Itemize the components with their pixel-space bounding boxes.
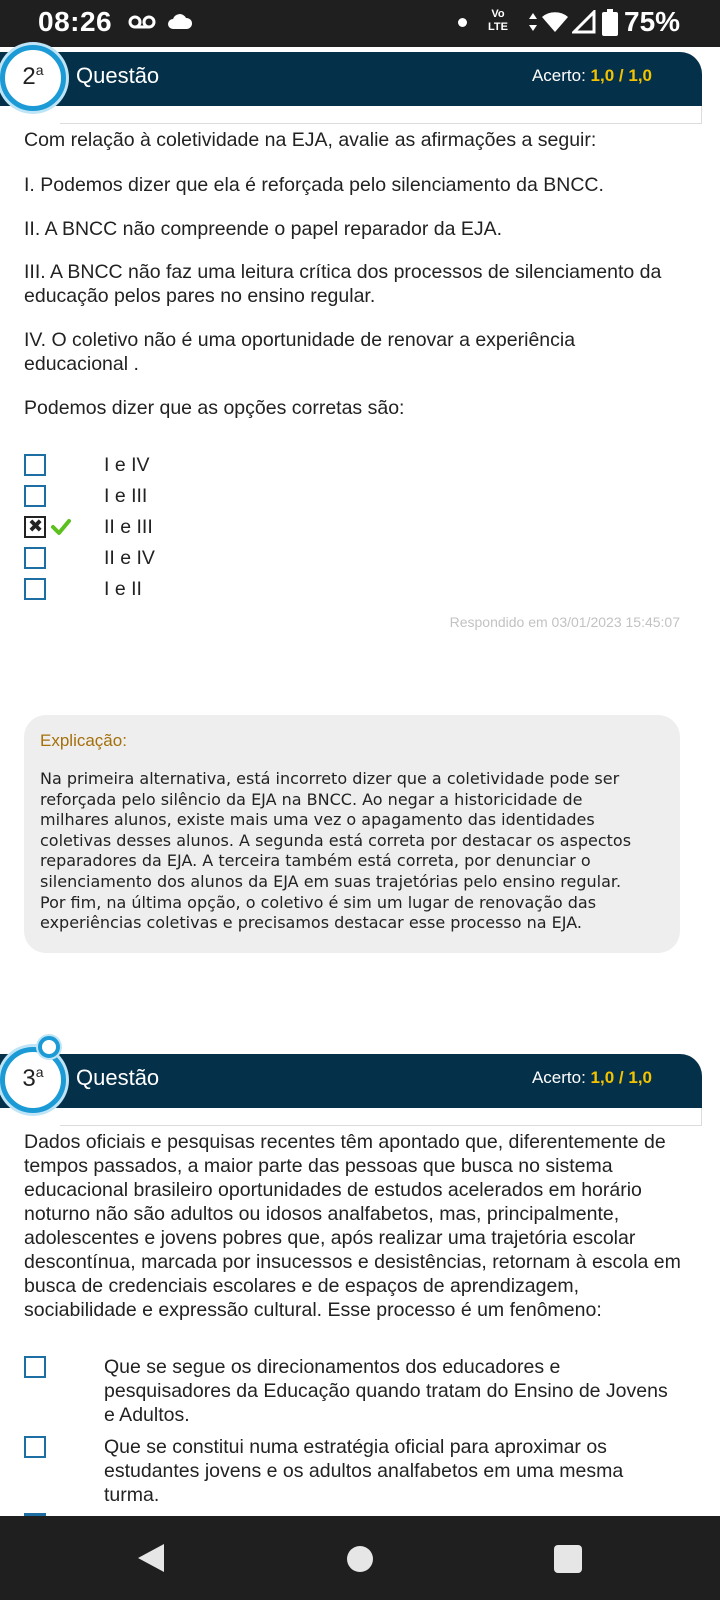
back-icon[interactable] — [136, 1542, 166, 1574]
option-checkbox[interactable] — [24, 1436, 46, 1458]
option-checkbox[interactable] — [24, 547, 46, 569]
option-checkbox[interactable] — [24, 485, 46, 507]
badge-bubble-decoration — [38, 1036, 60, 1058]
question-statement: Com relação à coletividade na EJA, avalie as afirmações a seguir: — [24, 129, 597, 151]
correct-check-icon — [51, 518, 71, 536]
checked-x-icon: ✖ — [28, 516, 44, 536]
explanation-title: Explicação: — [40, 731, 127, 750]
score-separator: / — [614, 66, 629, 85]
option-checkbox[interactable] — [24, 1356, 46, 1378]
score-value: 1,0 — [590, 66, 615, 85]
home-icon[interactable] — [347, 1546, 373, 1572]
header-underline — [60, 1108, 702, 1126]
battery-icon — [602, 9, 618, 36]
question-title: Questão — [76, 1065, 160, 1090]
option-checkbox[interactable] — [24, 454, 46, 476]
volte-bottom-label: LTE — [488, 21, 508, 33]
clock: 08:26 — [38, 6, 113, 37]
question-number: 3 — [22, 1065, 36, 1092]
volte-icon — [488, 8, 508, 34]
question-title: Questão — [76, 63, 160, 88]
option-label: II e III — [104, 516, 153, 538]
question-score — [532, 1068, 652, 1088]
option-label: Que se segue os direcionamentos dos educadores e pesquisadores da Educação quando tratam do Ensino de Jovens e Adultos. — [104, 1356, 668, 1426]
recents-icon[interactable] — [554, 1545, 582, 1573]
affirmation-2: II. A BNCC não compreende o papel reparador da EJA. — [24, 218, 503, 240]
question-score — [532, 66, 652, 86]
question-number-badge — [0, 45, 66, 111]
question-number-badge — [0, 1047, 66, 1113]
option-label: I e IV — [104, 454, 150, 476]
score-separator: / — [614, 1068, 629, 1087]
affirmation-3: III. A BNCC não faz uma leitura crítica dos processos de silenciamento da educação pelos pares no ensino regular. — [24, 261, 662, 307]
affirmation-4: IV. O coletivo não é uma oportunidade de renovar a experiência educacional . — [24, 329, 576, 375]
signal-icon — [572, 10, 596, 34]
question-header — [0, 1054, 702, 1108]
question-prompt: Podemos dizer que as opções corretas são: — [24, 397, 405, 419]
option-label: I e II — [104, 578, 142, 600]
volte-top-label: Vo — [491, 8, 505, 20]
option-label: II e IV — [104, 547, 155, 569]
option-label: Que se constitui numa estratégia oficial para aproximar os estudantes jovens e os adultos analfabetos em uma mesma turma. — [104, 1436, 624, 1506]
header-underline — [60, 106, 702, 124]
question-ordinal: a — [35, 1064, 44, 1080]
question-ordinal: a — [35, 62, 44, 78]
wifi-icon — [541, 10, 569, 34]
option-label: I e III — [104, 485, 148, 507]
navigation-bar — [0, 1516, 720, 1600]
score-max: 1,0 — [628, 66, 652, 85]
option-checkbox-checked[interactable] — [24, 516, 46, 538]
voicemail-icon — [127, 12, 157, 32]
affirmation-1: I. Podemos dizer que ela é reforçada pelo silenciamento da BNCC. — [24, 174, 604, 196]
score-label: Acerto: — [531, 66, 586, 85]
answered-timestamp: Respondido em 03/01/2023 15:45:07 — [449, 614, 680, 630]
question-number: 2 — [22, 63, 36, 90]
status-bar — [0, 0, 720, 47]
cloud-icon — [167, 10, 193, 32]
battery-percent: 75% — [624, 6, 681, 37]
option-checkbox[interactable] — [24, 578, 46, 600]
question-statement: Dados oficiais e pesquisas recentes têm apontado que, diferentemente de tempos passados, a maior parte das pessoas que busca no sistema educacional brasileiro oportunidades de estudos acelerados em horário noturno não são adultos ou idosos analfabetos, mas, principalmente, adolescentes e jovens pobres que, após realizar uma trajetória escolar descontínua, marcada por insucessos e desistências, retornam à escola em busca de credenciais escolares e de espaços de aprendizagem, sociabilidade e expressão cultural. Esse processo é um fenômeno: — [24, 1131, 681, 1321]
explanation-text: Na primeira alternativa, está incorreto dizer que a coletividade pode ser reforçada pelo silêncio da EJA na BNCC. Ao negar a historicidade de milhares alunos, existe mais uma vez o apagamento das identidades coletivas desses alunos. A segunda está correta por destacar os aspectos reparadores da EJA. A terceira também está correta, por denunciar o silenciamento dos alunos da EJA em suas trajetórias pelo ensino regular. Por fim, na última opção, o coletivo é sim um lugar de renovação das experiências coletivas e precisamos destacar esse processo na EJA. — [40, 769, 632, 933]
explanation-box — [24, 715, 680, 953]
score-label: Acerto: — [531, 1068, 586, 1087]
score-value: 1,0 — [590, 1068, 615, 1087]
notification-dot-icon — [458, 18, 467, 27]
question-header — [0, 52, 702, 106]
score-max: 1,0 — [628, 1068, 652, 1087]
data-arrows-icon — [527, 11, 539, 33]
